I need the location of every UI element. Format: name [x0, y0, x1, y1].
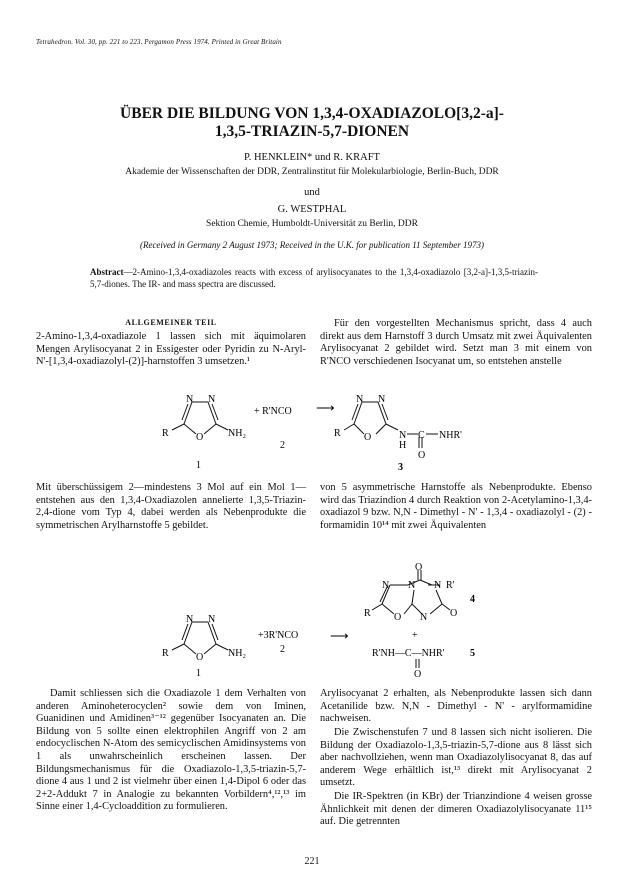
- product4-n4: N: [420, 612, 428, 623]
- product4-n3: N: [434, 580, 442, 591]
- und-text: und: [304, 187, 320, 198]
- title-line-2: 1,3,5-TRIAZIN-5,7-DIONEN: [214, 123, 410, 140]
- compound-number-2: 2: [280, 440, 285, 451]
- product-nhr: NHR': [439, 430, 462, 441]
- reaction-arrow-2: ⟶: [330, 628, 349, 643]
- product-h: H: [399, 440, 407, 451]
- ring-o: O: [196, 432, 204, 443]
- left-paragraph-2: Mit überschüssigem 2—mindestens 3 Mol auf ein Mol 1—entstehen aus den 1,3,4-Oxadiazolen annelierte 1,3,5-Triazin-2,4-dione vom Typ 4, dabei werden als Nebenprodukte die symmetrischen Arylharnstoffe 5 gebildet.: [36, 482, 306, 531]
- plus-sign: +: [412, 630, 418, 641]
- left-paragraph-1: 2-Amino-1,3,4-oxadiazole 1 lassen sich mit äquimolaren Mengen Arylisocyanat 2 in Essigester oder Pyridin zu N-Aryl-N'-[1,3,4-oxadiazolyl-(2)]-harnstoffen 3 umsetzen.¹: [36, 331, 306, 368]
- reagent-1: + R'NCO: [254, 406, 292, 417]
- right-paragraph-1: Für den vorgestellten Mechanismus spricht, dass 4 auch direkt aus dem Harnstoff 3 durch Umsatz mit zwei Äquivalenten Arylisocyanat 2 gebildet wird. Setzt man 3 mit einem von R'NCO verschiedenen Isocyanat um, so entstehen anstelle: [320, 318, 592, 367]
- right-paragraph-3c: Die IR-Spektren (in KBr) der Trianzindione 4 weisen grosse Ähnlichkeit mit denen der dimeren Oxadiazolylisocyanate 11¹⁵ auf. Die getrennten: [320, 791, 592, 828]
- abstract-label: Abstract: [90, 267, 124, 277]
- compound-number-1b: 1: [196, 668, 201, 679]
- reaction-scheme-1: [150, 390, 490, 472]
- oxadiazole-ring-2: [172, 622, 228, 654]
- oxadiazole-ring-1: [172, 402, 228, 434]
- compound-number-3: 3: [398, 462, 403, 472]
- product-carbonyl-o: O: [418, 450, 426, 461]
- journal-header: Tetrahedron. Vol. 30, pp. 221 to 223. Pergamon Press 1974. Printed in Great Britain: [36, 38, 282, 46]
- product-c: C: [418, 430, 425, 441]
- authors-1: P. HENKLEIN* und R. KRAFT: [244, 152, 380, 163]
- product-ring-n1: N: [356, 394, 364, 405]
- authors-2: G. WESTPHAL: [277, 204, 347, 215]
- abstract-text: —2-Amino-1,3,4-oxadiazoles reacts with excess of arylisocyanates to the 1,3,4-oxadiazolo [3,2-a]-1,3,5-triazin-5,7-diones. The IR- and mass spectra are discussed.: [90, 267, 538, 289]
- compound-number-5: 5: [470, 648, 475, 659]
- ring-nh2: NH₂: [228, 428, 246, 439]
- product4-n1: N: [382, 580, 390, 591]
- right-paragraph-2: von 5 asymmetrische Harnstoffe als Nebenprodukte. Ebenso wird das Triazindion 4 durch Reaktion von 2-Acetylamino-1,3,4-oxadiazol 9 bzw. N,N - Dimethyl - N' - 1,3,4 - oxadiazolyl - (2) - formamidin 10¹⁴ mit zwei Äquivalenten: [320, 482, 592, 531]
- affiliation-1: Akademie der Wissenschaften der DDR, Zentralinstitut für Molekularbiologie, Berlin-Buch, DDR: [125, 167, 499, 177]
- title-line-1: ÜBER DIE BILDUNG VON 1,3,4-OXADIAZOLO[3,2-a]-: [120, 105, 504, 122]
- urea-o: O: [414, 669, 422, 680]
- compound-number-4: 4: [470, 594, 475, 605]
- ring2-n1: N: [186, 614, 194, 625]
- product-ring-n2: N: [378, 394, 386, 405]
- urea-product-5: R'NH—C—NHR': [372, 648, 445, 659]
- left-paragraph-3: Damit schliessen sich die Oxadiazole 1 dem Verhalten von anderen Aminoheterocyclen² sowie dem von Iminen, Guanidinen und Amidinen³⁻¹² gegenüber Isocyanaten an. Die Bildung von 5 sollte einen elektrophilen Angriff von 2 am endocyclischen N-Atom des semicyclischen Amidinsystems von 1 als unwahrscheinlich erscheinen lassen. Der Bildungsmechanismus für die Oxadiazolo-1,3,5-triazin-5,7-dione 4 aus 1 und 2 ist vielmehr über einen 1,4-Dipol 6 oder das 2+2-Addukt 7 in Analogie zu bekannten Vorbildern⁴,¹²,¹³ im Sinne einer 1,4-Cycloaddition zu formulieren.: [36, 688, 306, 813]
- product-ring-o: O: [364, 432, 372, 443]
- product-ring-r: R: [334, 428, 341, 439]
- ring2-nh2: NH₂: [228, 648, 246, 659]
- product4-r: R: [364, 608, 371, 619]
- abstract: [90, 266, 538, 290]
- reagent-2: +3R'NCO: [258, 630, 299, 641]
- product-ring-3: [344, 402, 438, 448]
- product4-o-bottom: O: [450, 608, 458, 619]
- right-paragraph-3b: Die Zwischenstufen 7 und 8 lassen sich nicht isolieren. Die Bildung der Oxadiazolo-1,3,5-triazin-5,7-dione aus 8 lässt sich aber nachvollziehen, wenn man Oxadiazolylisocyanat 8, das auf anderem Wege erhältlich ist,¹³ direkt mit Arylisocyanat 2 umsetzt.: [320, 727, 592, 789]
- urea-carbonyl: [416, 659, 419, 668]
- reaction-arrow-1: ⟶: [316, 400, 335, 415]
- right-paragraph-3a: Arylisocyanat 2 erhalten, als Nebenprodukte lassen sich dann Acetanilide bzw. N,N - Dimethyl - N' - arylformamidine nachweisen.: [320, 688, 592, 725]
- fused-triazindione-4: [372, 570, 450, 614]
- product4-o-top: O: [415, 562, 423, 573]
- reaction-scheme-2: [150, 560, 490, 680]
- page-number: 221: [304, 856, 320, 867]
- product4-r-prime: R': [446, 580, 455, 591]
- section-title: ALLGEMEINER TEIL: [125, 318, 217, 327]
- ring2-r: R: [162, 648, 169, 659]
- ring-r: R: [162, 428, 169, 439]
- ring2-n2: N: [208, 614, 216, 625]
- affiliation-2: Sektion Chemie, Humboldt-Universität zu Berlin, DDR: [206, 219, 418, 229]
- ring2-o: O: [196, 652, 204, 663]
- compound-number-1: 1: [196, 460, 201, 471]
- product-n: N: [399, 430, 407, 441]
- product4-o: O: [394, 612, 402, 623]
- received-dates: (Received in Germany 2 August 1973; Received in the U.K. for publication 11 September 1973): [139, 240, 485, 250]
- ring-n2: N: [208, 394, 216, 405]
- ring-n1: N: [186, 394, 194, 405]
- compound-number-2b: 2: [280, 644, 285, 655]
- product4-n2: N: [408, 580, 416, 591]
